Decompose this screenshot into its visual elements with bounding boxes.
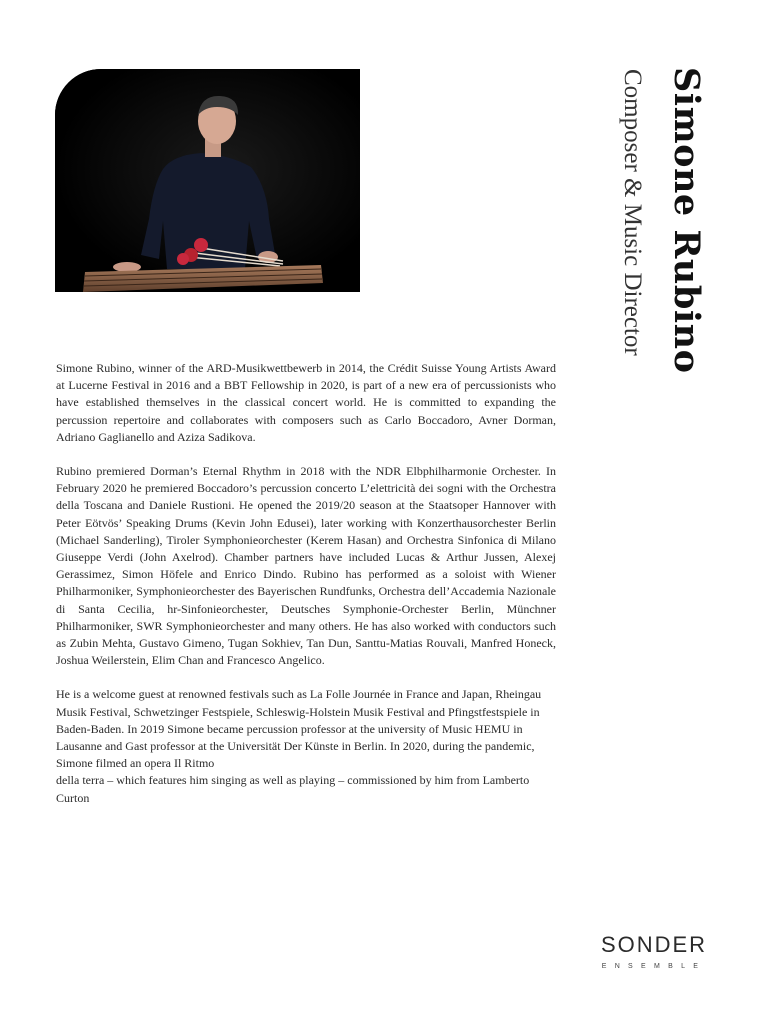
bio-paragraph-3 <box>56 686 556 806</box>
side-title <box>614 67 714 507</box>
logo-subtitle: ENSEMBLE <box>601 963 707 970</box>
bio-paragraph-3-part-2: della terra – which features him singing as well as playing – commissioned by him from Lamberto Curton <box>56 773 530 805</box>
logo-wordmark: SONDER <box>600 932 708 957</box>
biography <box>56 360 556 824</box>
portrait-photo <box>55 69 360 292</box>
bio-paragraph-1: Simone Rubino, winner of the ARD-Musikwettbewerb in 2014, the Crédit Suisse Young Artists Award at Lucerne Festival in 2016 and a BBT Fellowship in 2020, is part of a new era of percussionists who have established themselves in the classical concert world. He is committed to expanding the percussion repertoire and collaborates with composers such as Carlo Boccadoro, Avner Dorman, Adriano Gaglianello and Aziza Sadikova. <box>56 361 556 444</box>
artist-role: Composer & Music Director <box>619 69 646 356</box>
artist-name: Simone Rubino <box>666 67 707 374</box>
bio-paragraph-2: Rubino premiered Dorman’s Eternal Rhythm in 2018 with the NDR Elbphilharmonie Orchester. In February 2020 he premiered Boccadoro’s percussion concerto L’elettricità dei sogni with the Orchestra della Toscana and Daniele Rustioni. He opened the 2019/20 season at the Staatsoper Hannover with Peter Eötvös’ Speaking Drums (Kevin John Edusei), later working with Konzerthausorchester Berlin (Michael Sanderling), Tiroler Symphonieorchester (Kerem Hasan) and Orchestra Sinfonica di Milano Giuseppe Verdi (John Axelrod). Chamber partners have included Lucas & Arthur Jussen, Alexej Gerassimez, Simon Höfele and Enrico Dindo. Rubino has performed as a soloist with Wiener Philharmoniker, Symphonieorchester des Bayerischen Rundfunks, Orchestra dell’Accademia Nazionale di Santa Cecilia, hr-Sinfonieorchester, Deutsches Symphonie-Orchester Berlin, Münchner Philharmoniker, SWR Symphonieorchester and many others. He has also worked with conductors such as Zubin Mehta, Gustavo Gimeno, Tugan Sokhiev, Tan Dun, Santtu-Matias Rouvali, Manfred Honeck, Joshua Weilerstein, Elim Chan and Francesco Angelico. <box>56 464 556 668</box>
sonder-logo <box>592 932 716 976</box>
bio-paragraph-3-part-1: He is a welcome guest at renowned festivals such as La Folle Journée in France and Japan, Rheingau Musik Festival, Schwetzinger Festspiele, Schleswig-Holstein Musik Festival and Pfingstfestspiele in Baden-Baden. In 2019 Simone became percussion professor at the university of Music HEMU in Lausanne and Gast professor at the Universität Der Künste in Berlin. In 2020, during the pandemic, Simone filmed an opera Il Ritmo <box>56 687 542 771</box>
portrait-illustration <box>55 69 360 292</box>
